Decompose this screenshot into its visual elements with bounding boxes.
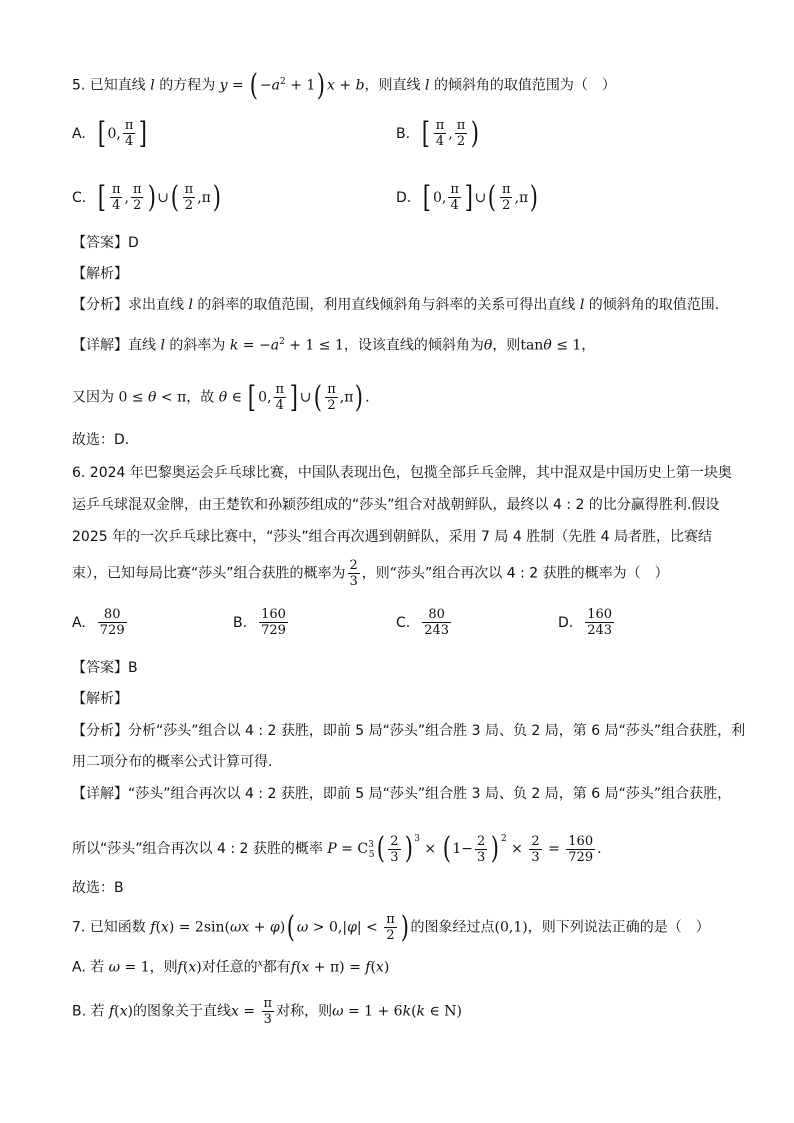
q6-analysis-fenxi-2: 用二项分布的概率公式计算可得.: [72, 754, 273, 770]
q5-conclusion: 故选：D.: [72, 432, 130, 448]
q6-analysis-xiangjie-1: 【详解】“莎头”组合再次以 4 : 2 获胜，即前 5 局“莎头”组合胜 3 局、负 2 局，第 6 局“莎头”组合获胜，: [72, 786, 732, 802]
q5-answer: 【答案】D: [72, 235, 139, 251]
q6-conclusion: 故选：B: [72, 880, 124, 896]
q6-answer: 【答案】B: [72, 660, 138, 676]
q6-stem-line2: 运乒乓球混双金牌，由王楚钦和孙颖莎组成的“莎头”组合对战朝鲜队，最终以 4 : 2 的比分赢得胜利.假设: [72, 497, 720, 513]
q5-option-b[interactable]: B. [ $\frac{\pi}{4}$ , $\frac{\pi}{2}$ ): [396, 115, 480, 151]
q7-stem: 7. 已知函数 f(x) = 2sin(ωx + φ)( ω > 0,|φ| < $\frac{\pi}{2}$ ) 的图象经过点(0,1)，则下列说法正确的是（ ）: [72, 909, 710, 945]
q5-analysis-heading: 【解析】: [72, 266, 128, 282]
q5-analysis-line2: 又因为 0 ≤ θ < π，故 θ ∈ [ 0, $\frac{\pi}{4}$ ] ∪( $\frac{\pi}{2}$ ,π) .: [72, 379, 370, 415]
q5-option-a[interactable]: A. [ 0, $\frac{\pi}{4}$ ]: [72, 115, 148, 151]
q6-stem-line1: 6. 2024 年巴黎奥运会乒乓球比赛，中国队表现出色，包揽全部乒乓金牌，其中混双是中国历史上第一块奥: [72, 465, 732, 481]
q7-option-b[interactable]: B. 若 f(x)的图象关于直线x = $\frac{\pi}{3}$ 对称，则ω = 1 + 6k(k ∈ N): [72, 996, 463, 1027]
q6-analysis-xiangjie-2: 所以“莎头”组合再次以 4 : 2 获胜的概率 $P = C^3_5$( $\frac{2}{3}$ ) $^3$ × ( 1− $\frac{2}{3}$ ) $^2$ × $\frac{2}{3}$ = $\frac{160}{729}$ .: [72, 831, 602, 866]
q6-option-c[interactable]: C. $\frac{80}{243}$: [396, 607, 450, 638]
q5-analysis-xiangjie: 【详解】直线 l 的斜率为 $k = -a^2 + 1 \le 1$，设该直线的倾斜角为θ，则tanθ ≤ 1，: [72, 337, 596, 354]
q6-stem-line4: 束），已知每局比赛“莎头”组合获胜的概率为 $\frac{2}{3}$ ，则“莎头”组合再次以 4 : 2 获胜的概率为（ ）: [72, 558, 669, 589]
q6-analysis-fenxi-1: 【分析】分析“莎头”组合以 4 : 2 获胜，即前 5 局“莎头”组合胜 3 局、负 2 局，第 6 局“莎头”组合获胜，利: [72, 723, 746, 739]
q7-option-a[interactable]: A. 若 ω = 1，则f(x)对任意的$^x$都有f(x + π) = f(x): [72, 959, 390, 976]
q6-option-a[interactable]: A. $\frac{80}{729}$: [72, 607, 125, 638]
q6-analysis-heading: 【解析】: [72, 691, 128, 707]
q6-option-b[interactable]: B. $\frac{160}{729}$: [233, 607, 286, 638]
q5-analysis-fenxi: 【分析】求出直线 l 的斜率的取值范围，利用直线倾斜角与斜率的关系可得出直线 l 的倾斜角的取值范围.: [72, 297, 720, 313]
q6-stem-line3: 2025 年的一次乒乓球比赛中，“莎头”组合再次遇到朝鲜队，采用 7 局 4 胜制（先胜 4 局者胜，比赛结: [72, 529, 713, 545]
q5-option-d[interactable]: D. [ 0, $\frac{\pi}{4}$ ] ∪ ( $\frac{\pi}{2}$ ,π ): [396, 179, 539, 215]
q5-option-c[interactable]: C. [ $\frac{\pi}{4}$ , $\frac{\pi}{2}$ ) ∪ ( $\frac{\pi}{2}$ ,π ): [72, 179, 221, 215]
q6-option-d[interactable]: D. $\frac{160}{243}$: [558, 607, 613, 638]
q5-stem: 5. 已知直线 l 的方程为 y = ( $-a^2 + 1$) x + b，则直线 l 的倾斜角的取值范围为（ ）: [72, 67, 616, 103]
